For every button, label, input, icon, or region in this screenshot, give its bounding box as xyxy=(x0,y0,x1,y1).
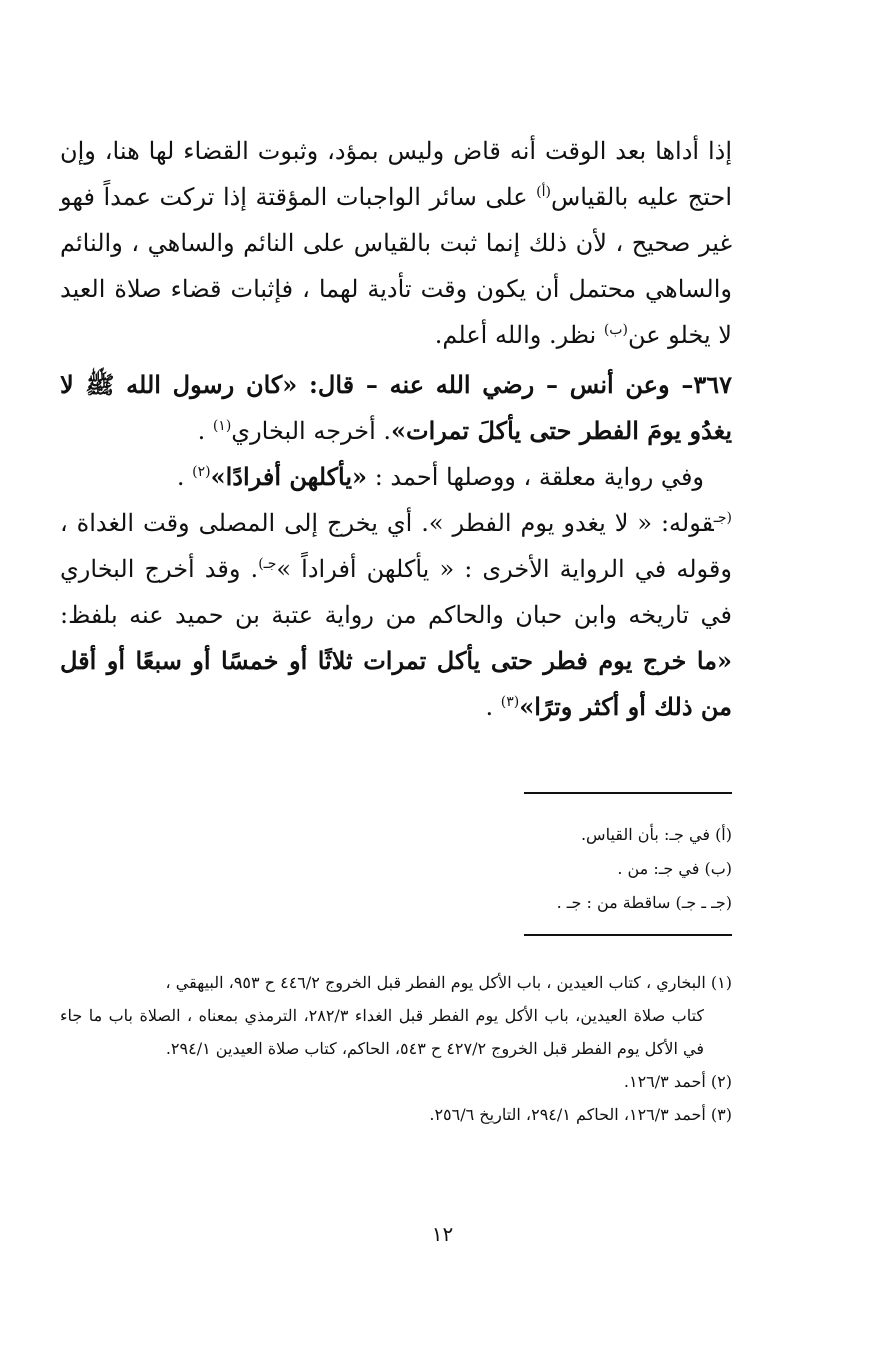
reference-footnotes xyxy=(60,966,732,1131)
reference-1-line-1: (١) البخاري ، كتاب العيدين ، باب الأكل يوم الفطر قبل الخروج ٤٤٦/٢ ح ٩٥٣، البيهقي ، xyxy=(165,973,732,992)
riwaya-quote: «يأكلهن أفرادًا» xyxy=(210,462,368,491)
page-number: ١٢ xyxy=(431,1222,454,1246)
paragraph-1 xyxy=(60,128,732,358)
commentary-text-a: قوله: « لا يغدو يوم الفطر ». أي يخرج إلى المصلى وقت الغداة ، وقوله في الرواية الأخرى : « يأكلهن أفراداً » xyxy=(60,509,732,583)
reference-2: (٢) أحمد ١٢٦/٣. xyxy=(623,1072,732,1091)
commentary-paragraph xyxy=(60,500,732,730)
riwaya-paragraph xyxy=(60,454,732,500)
variant-notes-top-rule xyxy=(524,792,732,794)
variant-notes xyxy=(60,818,732,920)
riwaya-end: . xyxy=(176,463,193,491)
reference-1-continuation: كتاب صلاة العيدين، باب الأكل يوم الفطر قبل الغداء ٢٨٢/٣، الترمذي بمعناه ، الصلاة باب ما جاء في الأكل يوم الفطر قبل الخروج ٤٢٧/٢ ح ٥٤٣، الحاكم، كتاب صلاة العيدين ٢٩٤/١. xyxy=(60,1006,705,1058)
variant-marker-c-open: (جـ xyxy=(713,510,732,526)
reference-3: (٣) أحمد ١٢٦/٣، الحاكم ٢٩٤/١، التاريخ ٢٥٦/٦. xyxy=(429,1105,732,1124)
variant-note-b: (ب) في جـ: من . xyxy=(617,859,732,878)
hadith-end: . xyxy=(197,417,213,445)
variant-marker-a: (أ) xyxy=(536,184,551,200)
hadith-source: . أخرجه البخاري xyxy=(231,417,392,445)
commentary-text-b: . وقد أخرج البخاري في تاريخه وابن حبان والحاكم من رواية عتبة بن حميد عنه بلفظ: xyxy=(60,555,732,629)
hadith-intro: ٣٦٧– وعن أنس – رضي الله عنه – قال: xyxy=(297,370,732,399)
variant-marker-b: (ب) xyxy=(603,322,628,338)
paragraph-1-text-a: إذا أداها بعد الوقت أنه قاض وليس بمؤد، وثبوت القضاء لها هنا، وإن احتج عليه بالقياس xyxy=(60,137,732,211)
paragraph-1-text-b: على سائر الواجبات المؤقتة إذا تركت عمداً فهو غير صحيح ، لأن ذلك إنما ثبت بالقياس على النائم والساهي ، والنائم والساهي محتمل أن يكون وقت تأدية لهما ، فإثبات قضاء صلاة العيد لا يخلو عن xyxy=(60,183,732,349)
variant-note-c: (جـ ـ جـ) ساقطة من : جـ . xyxy=(556,893,732,912)
hadith-367 xyxy=(60,362,732,454)
hadith-quote: «كان رسول الله ﷺ لا يغدُو يومَ الفطر حتى يأكلَ تمرات» xyxy=(60,370,732,445)
main-text-area xyxy=(60,128,732,730)
paragraph-1-text-c: نظر. والله أعلم. xyxy=(434,321,604,349)
reference-marker-3: (٣) xyxy=(500,694,520,710)
variant-note-a: (أ) في جـ: بأن القياس. xyxy=(580,825,732,844)
variant-notes-bottom-rule xyxy=(524,934,732,936)
commentary-end: . xyxy=(485,693,501,721)
reference-marker-2: (٢) xyxy=(192,464,211,480)
variant-marker-c-close: جـ) xyxy=(258,556,277,572)
reference-marker-1: (١) xyxy=(212,418,232,434)
riwaya-intro: وفي رواية معلقة ، ووصلها أحمد : xyxy=(367,463,704,491)
commentary-quote: «ما خرج يوم فطر حتى يأكل تمرات ثلاثًا أو خمسًا أو سبعًا أو أقل من ذلك أو أكثر وترًا» xyxy=(60,646,732,721)
